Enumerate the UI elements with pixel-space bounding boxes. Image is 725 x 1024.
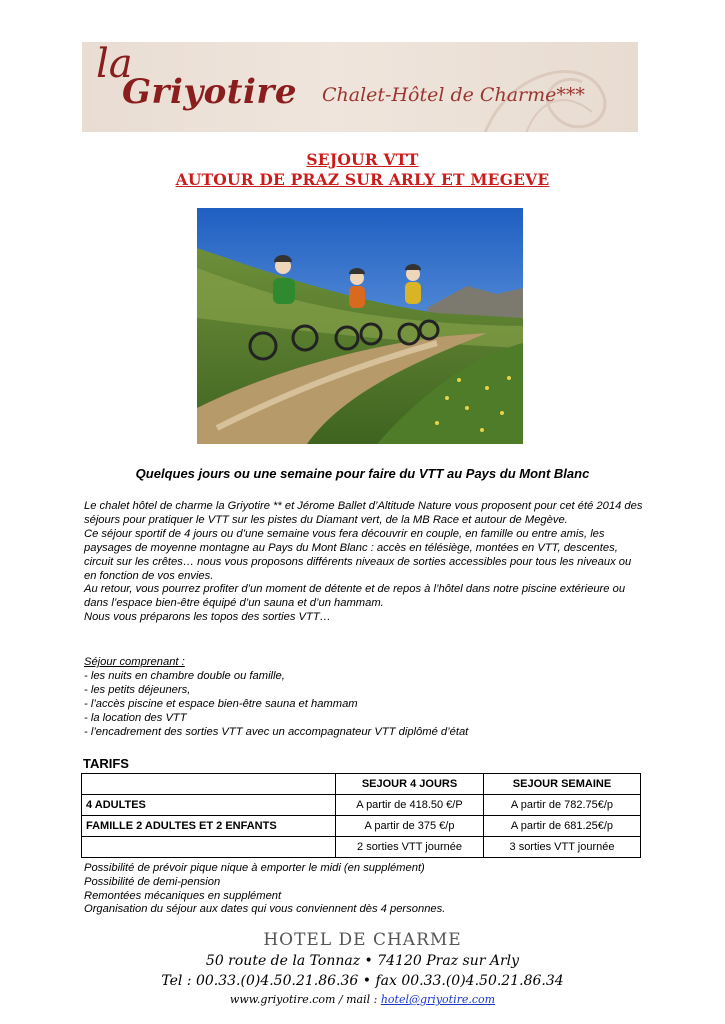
table-row <box>82 837 641 858</box>
footer-phone: Tel : 00.33.(0)4.50.21.86.36 • fax 00.33.(0)4.50.21.86.34 <box>161 973 564 989</box>
intro-paragraph: Nous vous préparons les topos des sorties VTT… <box>84 611 331 624</box>
list-item: - l’accès piscine et espace bien-être sauna et hammam <box>84 697 358 710</box>
mountain-bike-photo <box>197 208 523 444</box>
logo-name: Griyotire <box>122 72 297 112</box>
table-cell: FAMILLE 2 ADULTES ET 2 ENFANTS <box>82 816 336 837</box>
notes-section <box>84 862 644 917</box>
table-header-cell <box>82 774 336 795</box>
note-line: Remontées mécaniques en supplément <box>84 889 282 902</box>
table-cell: A partir de 681.25€/p <box>484 816 641 837</box>
intro-paragraph: Le chalet hôtel de charme la Griyotire ** et Jérome Ballet d’Altitude Nature vous proposent pour cet été 2014 des séjours pour pratiquer le VTT sur les pistes du Diamant vert, de la MB Race et autour de Megève. <box>84 500 643 526</box>
note-line: Possibilité de demi-pension <box>84 875 221 888</box>
table-header-cell: SEJOUR SEMAINE <box>484 774 641 795</box>
table-row <box>82 795 641 816</box>
list-item: - l’encadrement des sorties VTT avec un accompagnateur VTT diplômé d’état <box>84 725 469 738</box>
intro-paragraph: Ce séjour sportif de 4 jours ou d’une semaine vous fera découvrir en couple, en famille ou entre amis, les paysages de moyenne montagne au Pays du Mont Blanc : accès en télésiège, montées en VTT, descentes, circuit sur les crêtes… nous vous proposons différents niveaux de sorties accessibles pour tous les niveaux ou en fonction de vos envies. <box>84 527 632 582</box>
email-link[interactable]: hotel@griyotire.com <box>380 993 496 1006</box>
logo-prefix: la <box>96 42 133 87</box>
list-item: - la location des VTT <box>84 711 187 724</box>
included-heading: Séjour comprenant : <box>84 656 185 668</box>
subtitle: Quelques jours ou une semaine pour faire du VTT au Pays du Mont Blanc <box>135 466 590 481</box>
list-item: - les petits déjeuners, <box>84 683 191 696</box>
table-row <box>82 816 641 837</box>
table-header-row <box>82 774 641 795</box>
included-section <box>84 656 644 739</box>
table-cell: 2 sorties VTT journée <box>336 837 484 858</box>
table-cell: A partir de 418.50 €/P <box>336 795 484 816</box>
page-title-line1: SEJOUR VTT <box>306 150 419 169</box>
included-list <box>84 670 644 740</box>
table-cell: A partir de 375 €/p <box>336 816 484 837</box>
table-cell: 4 ADULTES <box>82 795 336 816</box>
footer-web-text: www.griyotire.com / mail : <box>229 993 381 1006</box>
intro-paragraph: Au retour, vous pourrez profiter d’un moment de détente et de repos à l’hôtel dans notre piscine extérieure ou dans l’espace bien-être équipé d’un sauna et d’un hammam. <box>84 583 626 610</box>
header-banner <box>82 42 638 132</box>
table-cell <box>82 837 336 858</box>
intro-text <box>84 500 644 625</box>
page-title-line2: AUTOUR DE PRAZ SUR ARLY ET MEGEVE <box>175 170 550 189</box>
note-line: Possibilité de prévoir pique nique à emporter le midi (en supplément) <box>84 862 425 874</box>
logo-tagline: Chalet-Hôtel de Charme*** <box>322 84 585 106</box>
tarifs-heading: TARIFS <box>83 756 129 771</box>
footer-hotel-name: HOTEL DE CHARME <box>263 930 462 950</box>
footer-web <box>0 993 725 1006</box>
list-item: - les nuits en chambre double ou famille, <box>84 669 285 682</box>
note-line: Organisation du séjour aux dates qui vous conviennent dès 4 personnes. <box>84 903 446 916</box>
table-cell: A partir de 782.75€/p <box>484 795 641 816</box>
table-header-cell: SEJOUR 4 JOURS <box>336 774 484 795</box>
table-cell: 3 sorties VTT journée <box>484 837 641 858</box>
bikers-illustration <box>197 208 523 444</box>
price-table <box>81 773 641 858</box>
footer-address: 50 route de la Tonnaz • 74120 Praz sur Arly <box>205 953 520 969</box>
